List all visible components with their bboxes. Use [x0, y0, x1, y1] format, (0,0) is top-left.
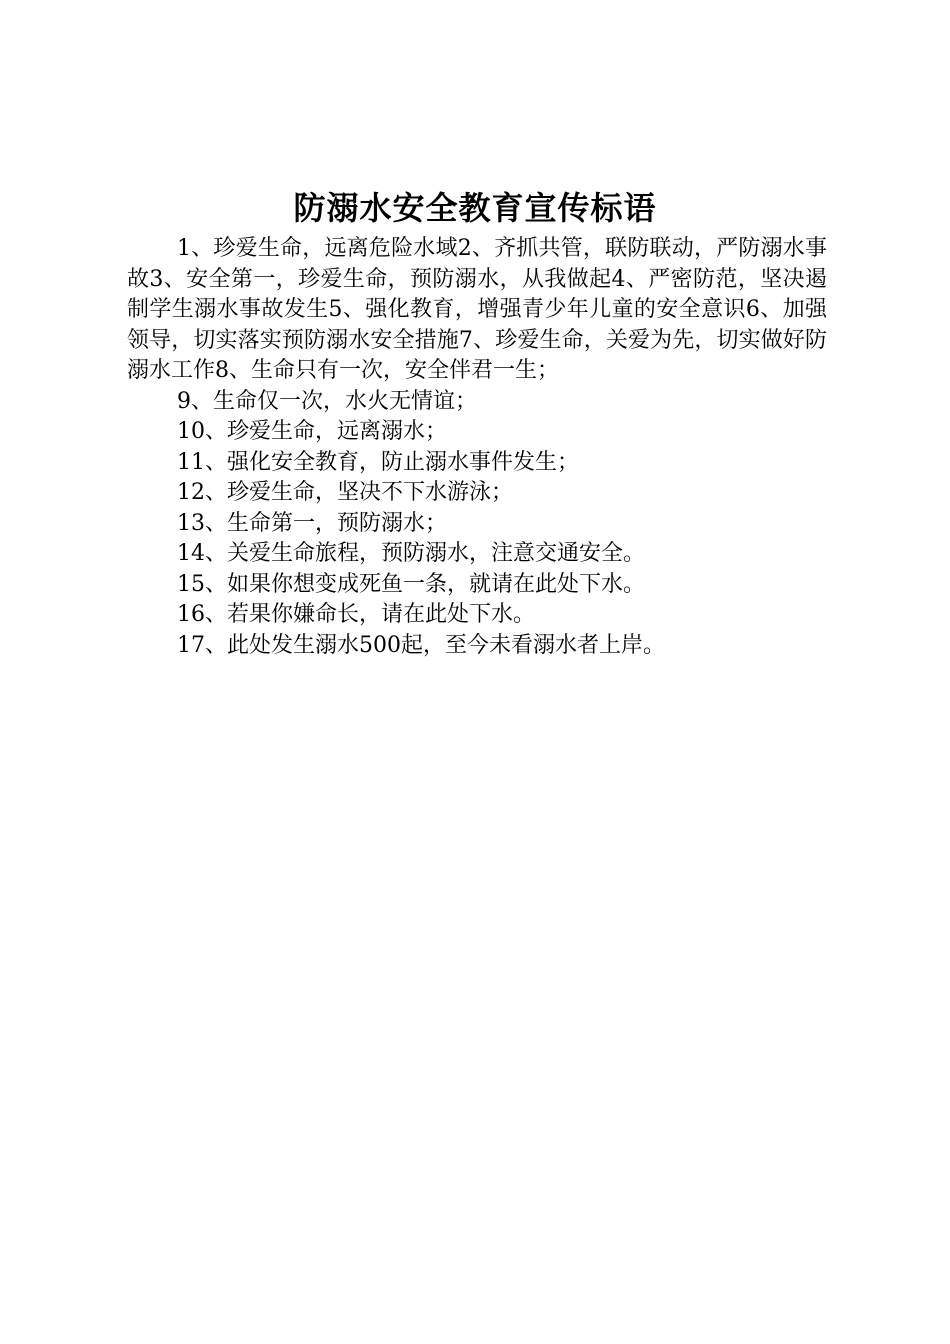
list-item: 9、生命仅一次，水火无情谊； — [177, 388, 477, 414]
list-item: 16、若果你嫌命长，请在此处下水。 — [177, 602, 535, 627]
list-item: 11、强化安全教育，防止溺水事件发生； — [177, 449, 579, 475]
list-item: 13、生命第一，预防溺水； — [177, 510, 447, 536]
document-body — [127, 234, 827, 661]
list-item: 14、关爱生命旅程，预防溺水，注意交通安全。 — [177, 541, 645, 566]
list-item: 10、珍爱生命，远离溺水； — [177, 419, 447, 444]
body-paragraph: 1、珍爱生命，远离危险水域2、齐抓共管，联防联动，严防溺水事故3、安全第一，珍爱生命，预防溺水，从我做起4、严密防范，坚决遏制学生溺水事故发生5、强化教育，增强青少年儿童的安全意识6、加强领导，切实落实预防溺水安全措施7、珍爱生命，关爱为先，切实做好防溺水工作8、生命只有一次，安全伴君一生； — [127, 236, 827, 383]
list-item: 17、此处发生溺水500起，至今未看溺水者上岸。 — [177, 632, 665, 658]
list-item: 12、珍爱生命，坚决不下水游泳； — [177, 480, 513, 505]
list-item: 15、如果你想变成死鱼一条，就请在此处下水。 — [177, 571, 645, 597]
document-title: 防溺水安全教育宣传标语 — [293, 189, 657, 227]
